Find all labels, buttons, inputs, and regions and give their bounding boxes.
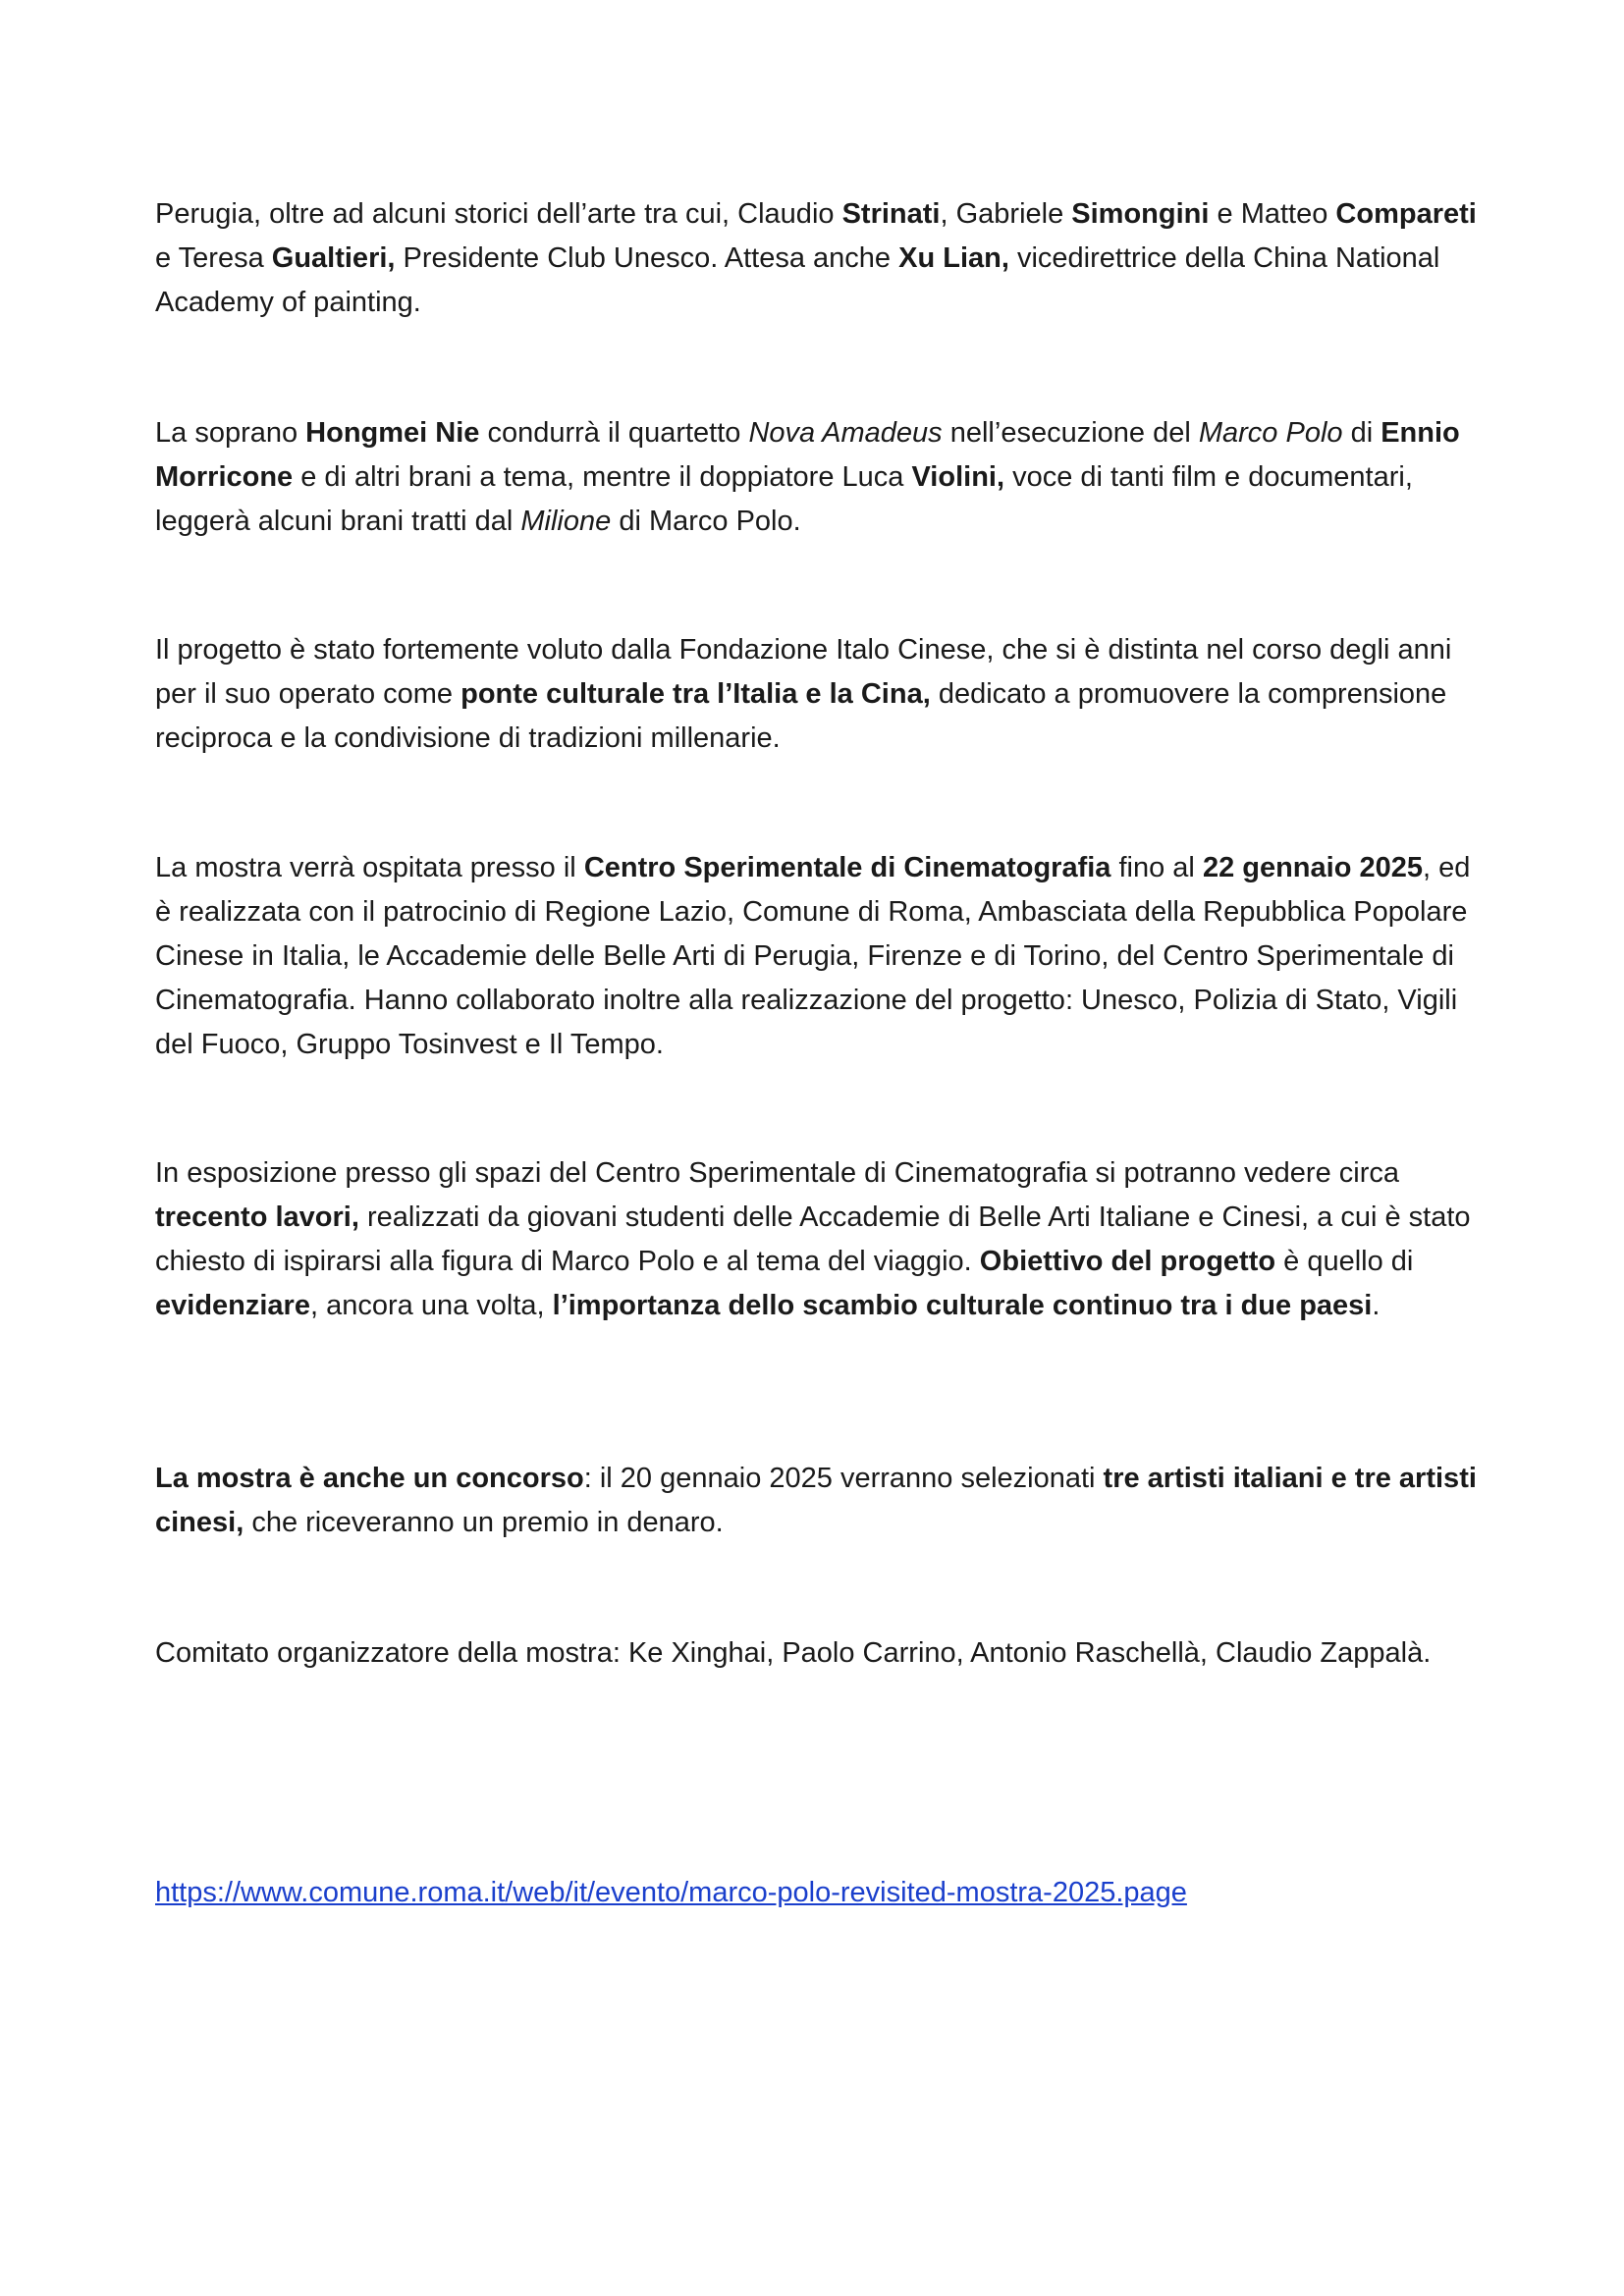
text-run: vicedirettrice della China National Academy of painting. [155,242,1440,318]
text-run: che riceveranno un premio in denaro. [244,1507,724,1538]
text-run: La mostra verrà ospitata presso il [155,852,584,883]
paragraph-venue [155,846,1490,1067]
text-run: Presidente Club Unesco. Attesa anche [395,242,899,274]
text-run: Perugia, oltre ad alcuni storici dell’arte tra cui, Claudio [155,198,842,230]
bold-run: Hongmei Nie [305,417,480,449]
text-run: e Matteo [1209,198,1336,230]
text-run: e di altri brani a tema, mentre il doppiatore Luca [293,461,912,493]
text-run: condurrà il quartetto [479,417,749,449]
text-run: fino al [1110,852,1203,883]
text-run: dedicato a promuovere la comprensione reciproca e la condivisione di tradizioni millenarie. [155,678,1447,754]
bold-run: Obiettivo del progetto [979,1246,1276,1277]
bold-run: trecento lavori, [155,1201,359,1233]
bold-run: ponte culturale tra l’Italia e la Cina, [460,678,931,710]
text-run: Il progetto è stato fortemente voluto dalla Fondazione Italo Cinese, che si è distinta nel corso degli anni per il suo operato come [155,634,1452,710]
text-run: : il 20 gennaio 2025 verranno selezionati [583,1463,1104,1494]
bold-run: 22 gennaio 2025 [1202,852,1423,883]
text-run: di [1342,417,1381,449]
paragraph-music [155,411,1490,544]
event-url-link[interactable]: https://www.comune.roma.it/web/it/evento/marco-polo-revisited-mostra-2025.page [155,1877,1187,1908]
italic-run: Nova Amadeus [748,417,943,449]
paragraph-committee [155,1631,1490,1676]
text-run: Comitato organizzatore della mostra: Ke Xinghai, Paolo Carrino, Antonio Raschellà, Claudio Zappalà. [155,1637,1432,1669]
bold-run: Strinati [841,198,941,230]
text-run: . [1372,1290,1380,1321]
text-run: , ed è realizzata con il patrocinio di Regione Lazio, Comune di Roma, Ambasciata della Repubblica Popolare Cinese in Italia, le Accademie delle Belle Arti di Perugia, Firenze e di Torino, del Centro Sperimentale di Cinematografia. Hanno collaborato inoltre alla realizzazione del progetto: Unesco, Polizia di Stato, Vigili del Fuoco, Gruppo Tosinvest e Il Tempo. [155,852,1471,1060]
bold-run: Xu Lian, [898,242,1009,274]
text-run: di Marco Polo. [611,506,801,537]
bold-run: Simongini [1071,198,1210,230]
bold-run: Centro Sperimentale di Cinematografia [583,852,1111,883]
italic-run: Marco Polo [1198,417,1343,449]
bold-run: La mostra è anche un concorso [155,1463,584,1494]
text-run: In esposizione presso gli spazi del Centro Sperimentale di Cinematografia si potranno vedere circa [155,1157,1400,1189]
paragraph-exhibition [155,1151,1490,1328]
bold-run: l’importanza dello scambio culturale continuo tra i due paesi [552,1290,1373,1321]
text-run: è quello di [1275,1246,1414,1277]
bold-run: Compareti [1335,198,1477,230]
paragraph-speakers [155,192,1490,325]
paragraph-contest [155,1457,1490,1545]
bold-run: Gualtieri, [271,242,396,274]
text-run: voce di tanti film e documentari, leggerà alcuni brani tratti dal [155,461,1413,537]
paragraph-foundation [155,628,1490,761]
bold-run: Violini, [911,461,1005,493]
italic-run: Milione [520,506,612,537]
bold-run: evidenziare [155,1290,310,1321]
text-run: , ancora una volta, [309,1290,553,1321]
text-run: , Gabriele [940,198,1072,230]
bold-run: Ennio Morricone [155,417,1460,493]
text-run: nell’esecuzione del [942,417,1199,449]
text-run: La soprano [155,417,306,449]
bold-run: tre artisti italiani e tre artisti cinesi, [155,1463,1477,1538]
text-run: e Teresa [155,242,272,274]
text-run: realizzati da giovani studenti delle Accademie di Belle Arti Italiane e Cinesi, a cui è stato chiesto di ispirarsi alla figura di Marco Polo e al tema del viaggio. [155,1201,1471,1277]
